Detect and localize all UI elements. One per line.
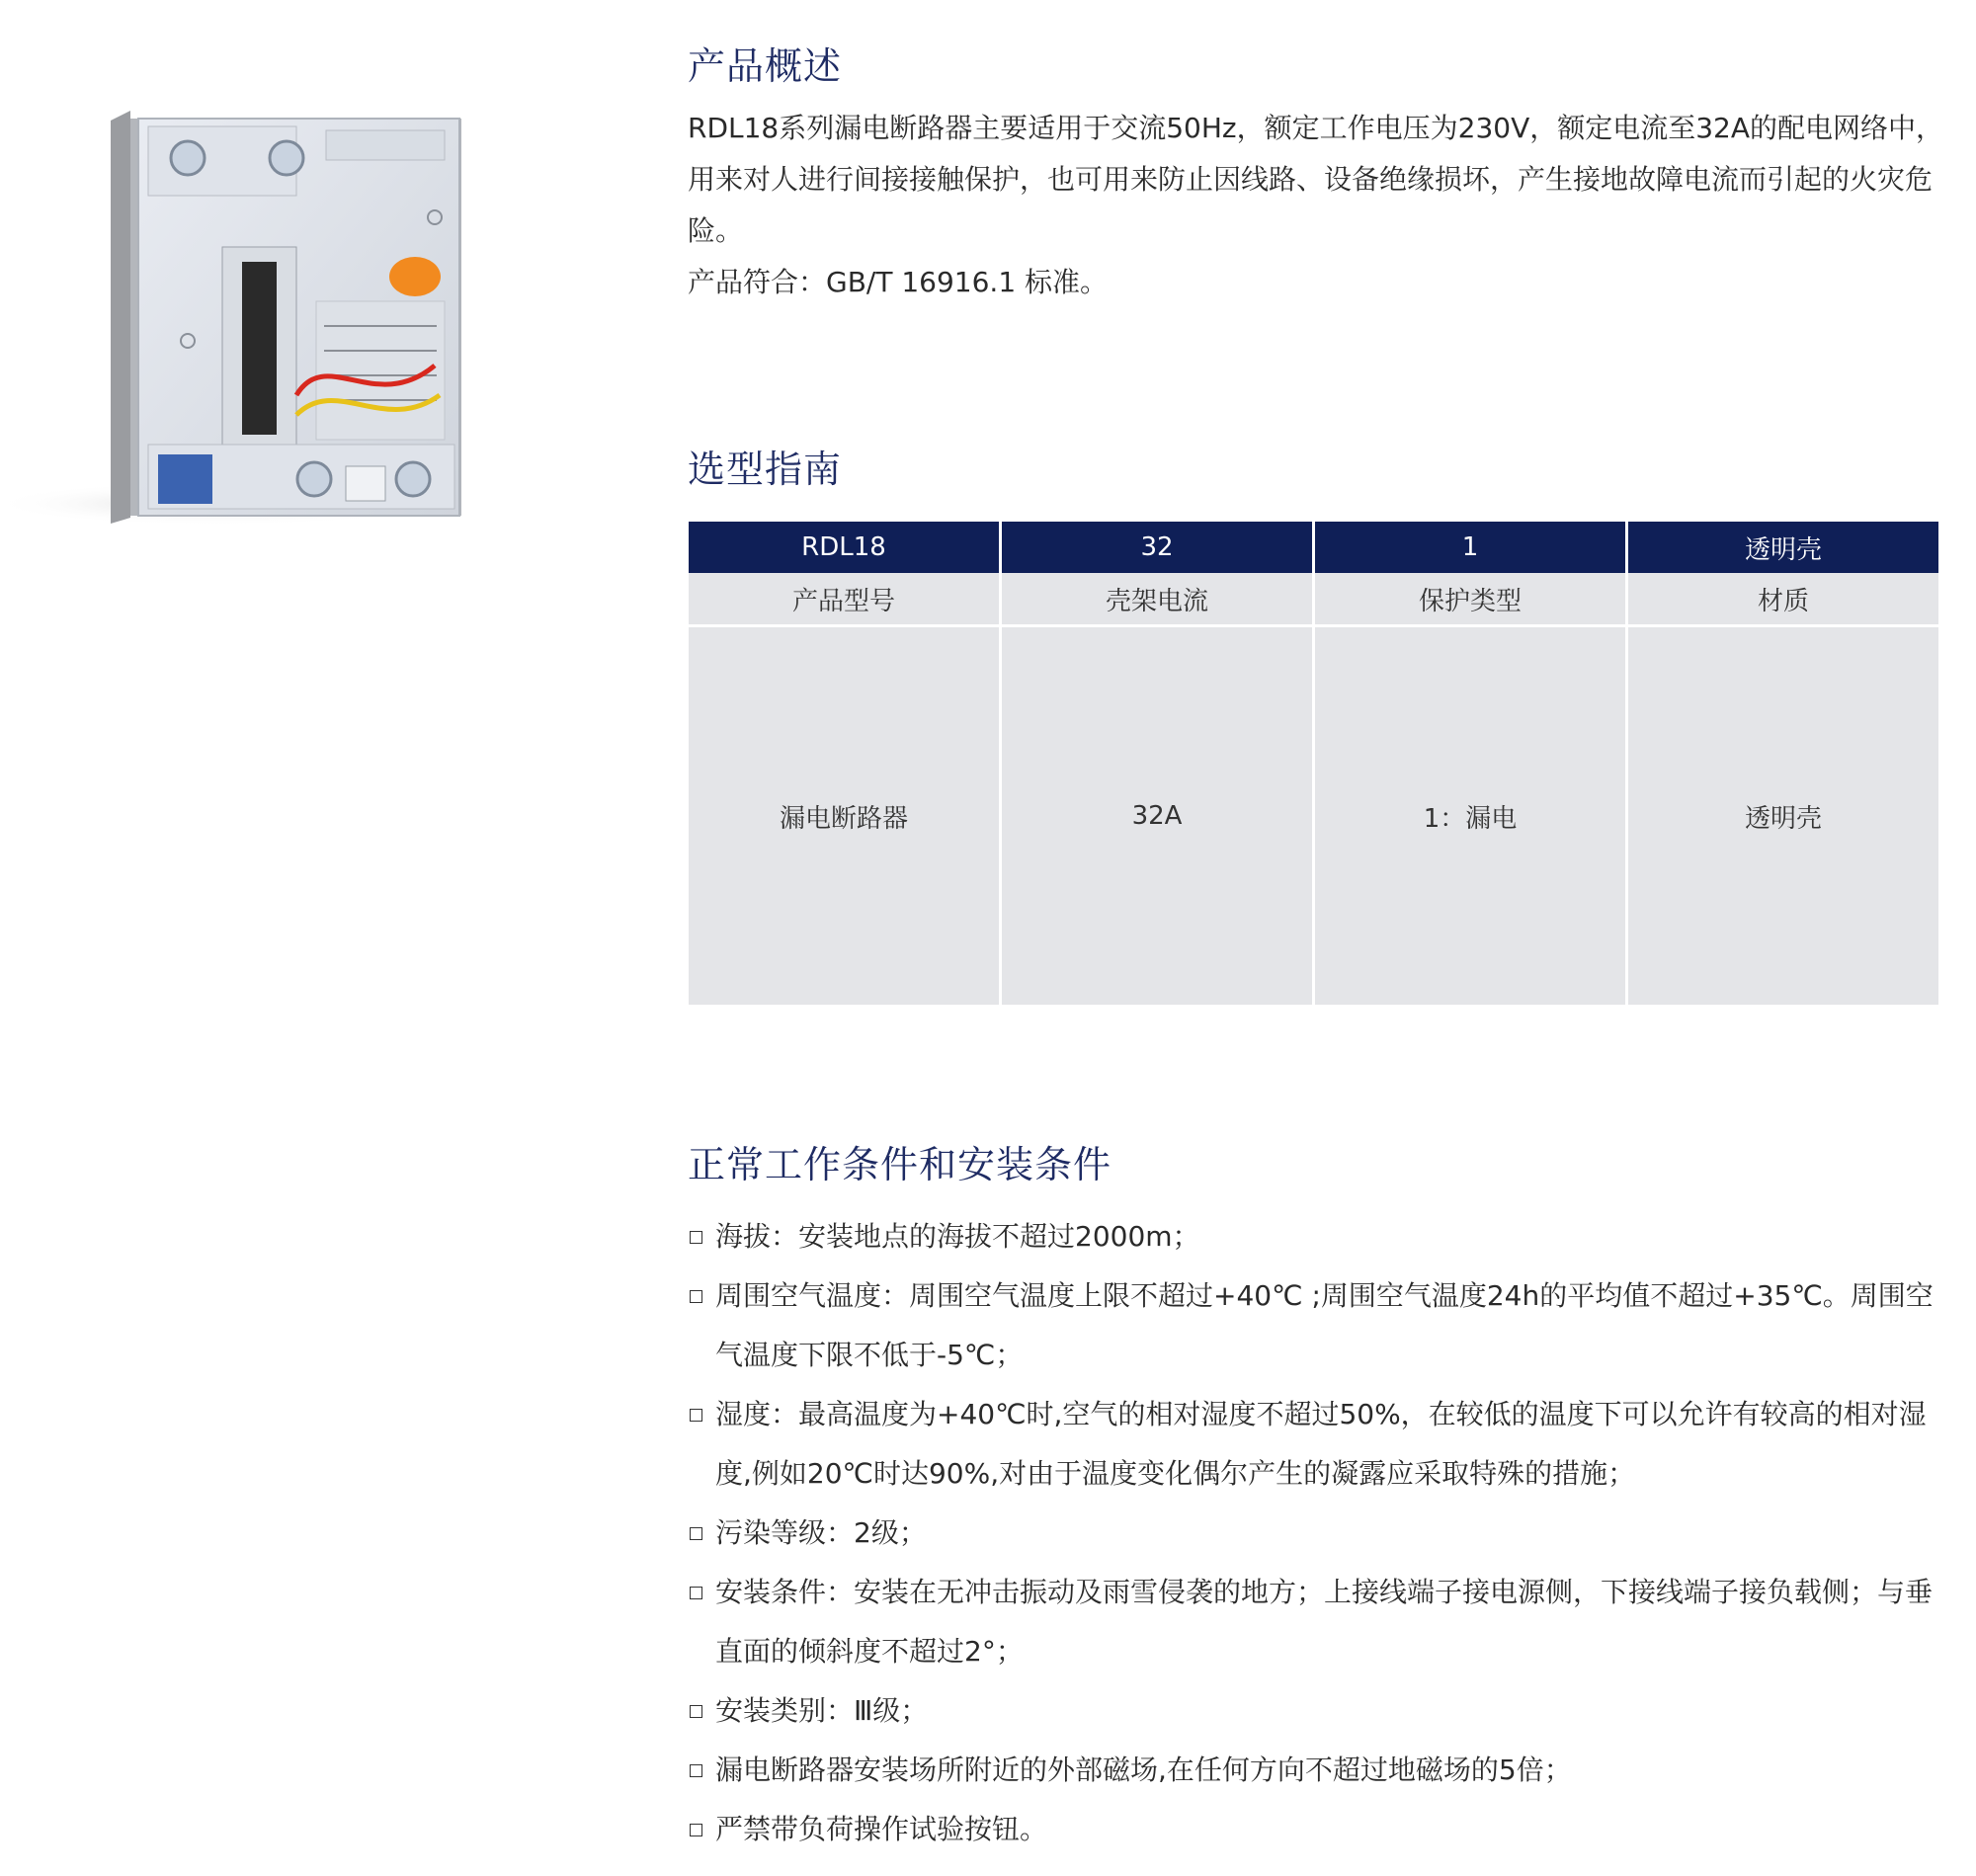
overview-standard: 产品符合：GB/T 16916.1 标准。 (688, 266, 1109, 298)
list-item (688, 1681, 1952, 1741)
label-cell: 材质 (1628, 573, 1938, 627)
checkbox-square-icon (690, 1527, 702, 1540)
selection-title: 选型指南 (688, 448, 843, 491)
list-item (688, 1504, 1952, 1563)
list-item-text: 污染等级：2级； (715, 1516, 927, 1549)
list-item (688, 1741, 1952, 1800)
checkbox-square-icon (690, 1409, 702, 1422)
list-item-text: 海拔：安装地点的海拔不超过2000m； (715, 1220, 1200, 1253)
code-cell: 1 (1315, 522, 1625, 573)
list-item-text: 安装条件：安装在无冲击振动及雨雪侵袭的地方；上接线端子接电源侧，下接线端子接负载侧；与垂直面的倾斜度不超过2°； (715, 1576, 1934, 1668)
code-cell: 透明壳 (1628, 522, 1938, 573)
selection-table (686, 522, 1941, 1005)
value-cell: 1：漏电 (1315, 627, 1625, 1005)
list-item (688, 1800, 1952, 1859)
checkbox-square-icon (690, 1824, 702, 1836)
value-row (689, 627, 1938, 1005)
label-cell: 壳架电流 (1002, 573, 1312, 627)
list-item (688, 1563, 1952, 1681)
value-cell: 漏电断路器 (689, 627, 999, 1005)
label-cell: 保护类型 (1315, 573, 1625, 627)
overview-paragraph: RDL18系列漏电断路器主要适用于交流50Hz，额定工作电压为230V，额定电流至32A的配电网络中，用来对人进行间接接触保护，也可用来防止因线路、设备绝缘损坏，产生接地故障电流而引起的火灾危险。 (688, 112, 1944, 247)
code-cell: 32 (1002, 522, 1312, 573)
conditions-list (688, 1207, 1952, 1859)
checkbox-square-icon (690, 1705, 702, 1718)
checkbox-square-icon (690, 1290, 702, 1303)
conditions-title: 正常工作条件和安装条件 (688, 1143, 1112, 1186)
label-row (689, 573, 1938, 627)
product-photo (0, 99, 514, 543)
checkbox-square-icon (690, 1587, 702, 1599)
list-item-text: 严禁带负荷操作试验按钮。 (715, 1813, 1048, 1845)
list-item (688, 1385, 1952, 1504)
list-item-text: 周围空气温度：周围空气温度上限不超过+40℃ ;周围空气温度24h的平均值不超过+35℃。周围空气温度下限不低于-5℃； (715, 1279, 1934, 1371)
checkbox-square-icon (690, 1231, 702, 1244)
list-item (688, 1266, 1952, 1385)
code-row (689, 522, 1938, 573)
list-item-text: 湿度：最高温度为+40℃时,空气的相对湿度不超过50%，在较低的温度下可以允许有较高的相对湿度,例如20℃时达90%,对由于温度变化偶尔产生的凝露应采取特殊的措施； (715, 1398, 1927, 1490)
value-cell: 透明壳 (1628, 627, 1938, 1005)
list-item-text: 漏电断路器安装场所附近的外部磁场,在任何方向不超过地磁场的5倍； (715, 1754, 1572, 1786)
list-item (688, 1207, 1952, 1266)
list-item-text: 安装类别：Ⅲ级； (715, 1694, 929, 1727)
checkbox-square-icon (690, 1764, 702, 1777)
code-cell: RDL18 (689, 522, 999, 573)
overview-title: 产品概述 (688, 44, 843, 88)
label-cell: 产品型号 (689, 573, 999, 627)
value-cell: 32A (1002, 627, 1312, 1005)
overview-body (688, 103, 1952, 308)
